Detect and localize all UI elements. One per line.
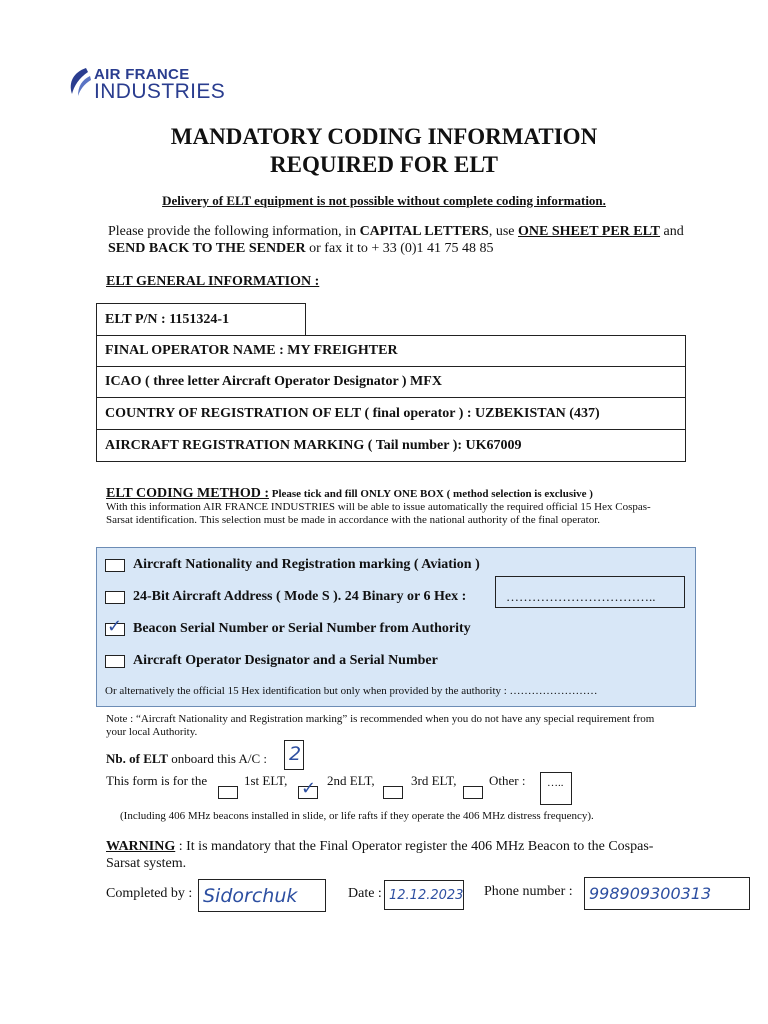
general-info-heading: ELT GENERAL INFORMATION : xyxy=(106,274,320,289)
logo-text-air-france: AIR FRANCE xyxy=(94,66,190,83)
option-24bit-address[interactable] xyxy=(105,589,466,605)
checkbox-operator-designator[interactable] xyxy=(105,655,125,668)
phone-value: 998909300313 xyxy=(589,884,712,903)
final-operator-text: FINAL OPERATOR NAME : MY FREIGHTER xyxy=(105,343,398,358)
registration-field[interactable] xyxy=(96,429,686,462)
elt-count-label-bold: Nb. of ELT xyxy=(106,751,169,766)
coding-method-description: With this information AIR FRANCE INDUSTRIES will be able to issue automatically the required official 15 Hex Cospas-Sarsat identification. This selection must be made in accordance with the national authority of the final operator. xyxy=(106,501,651,526)
label-3rd-elt: 3rd ELT, xyxy=(411,773,457,788)
coding-method-heading: ELT CODING METHOD : xyxy=(106,486,269,501)
country-field[interactable] xyxy=(96,397,686,430)
instructions-paragraph xyxy=(108,223,688,257)
option-label: Aircraft Operator Designator and a Serial Number xyxy=(133,653,438,668)
coding-method-panel xyxy=(96,547,696,707)
elt-count-input[interactable] xyxy=(284,740,304,770)
elt-count-row xyxy=(106,751,267,767)
icao-text: ICAO ( three letter Aircraft Operator Designator ) MFX xyxy=(105,374,442,389)
other-elt-value: ….. xyxy=(547,777,564,789)
alternative-hex-line: Or alternatively the official 15 Hex identification but only when provided by the authority : …………………… xyxy=(105,685,598,697)
option-nationality-registration[interactable] xyxy=(105,557,480,573)
checkbox-2nd-elt[interactable] xyxy=(298,778,318,799)
checkbox-24bit-address[interactable] xyxy=(105,591,125,604)
instructions-text: Please provide the following information, in xyxy=(108,224,360,239)
coding-method-note: Please tick and fill ONLY ONE BOX ( method selection is exclusive ) xyxy=(268,488,593,500)
instructions-send-back: SEND BACK TO THE SENDER xyxy=(108,241,306,256)
warning-text: : It is mandatory that the Final Operator register the 406 MHz Beacon to the Cospas-Sarsat system. xyxy=(106,839,654,871)
completed-by-field[interactable] xyxy=(198,879,326,912)
instructions-capital-letters: CAPITAL LETTERS xyxy=(359,224,489,239)
instructions-text: and xyxy=(660,224,684,239)
phone-label: Phone number : xyxy=(484,884,573,899)
elt-pn-text: ELT P/N : 1151324-1 xyxy=(105,311,230,327)
checkmark-icon: ✓ xyxy=(107,615,123,637)
form-for-row xyxy=(106,773,207,789)
coding-method-section xyxy=(106,487,666,527)
option-operator-designator[interactable] xyxy=(105,653,438,669)
elt-pn-field[interactable] xyxy=(96,303,306,336)
label-1st-elt: 1st ELT, xyxy=(244,773,288,788)
delivery-warning: Delivery of ELT equipment is not possible without complete coding information. xyxy=(162,193,606,208)
option-beacon-serial[interactable] xyxy=(105,615,471,637)
checkmark-icon: ✓ xyxy=(301,778,317,799)
form-for-label: This form is for the xyxy=(106,773,208,788)
option-label: Aircraft Nationality and Registration marking ( Aviation ) xyxy=(133,557,480,572)
instructions-one-sheet: ONE SHEET PER ELT xyxy=(518,224,661,239)
elt-count-label: onboard this A/C : xyxy=(168,751,267,766)
country-text: COUNTRY OF REGISTRATION OF ELT ( final operator ) : UZBEKISTAN (437) xyxy=(105,405,600,421)
checkbox-other[interactable] xyxy=(463,786,483,799)
logo-text-industries: INDUSTRIES xyxy=(94,80,226,103)
registration-warning xyxy=(106,838,666,872)
phone-field[interactable] xyxy=(584,877,750,910)
hex-address-placeholder: …………………………….. xyxy=(506,589,656,604)
checkbox-3rd-elt[interactable] xyxy=(383,786,403,799)
elt-count-value: 2 xyxy=(289,743,302,765)
checkbox-beacon-serial[interactable] xyxy=(105,615,125,637)
air-france-swoosh-icon xyxy=(66,66,92,100)
instructions-text: , use xyxy=(488,224,519,239)
icao-field[interactable] xyxy=(96,366,686,398)
checkbox-1st-elt[interactable] xyxy=(218,786,238,799)
completed-by-label: Completed by : xyxy=(106,886,193,901)
option-label: 24-Bit Aircraft Address ( Mode S ). 24 Binary or 6 Hex : xyxy=(133,589,467,604)
date-value: 12.12.2023 xyxy=(389,887,464,903)
recommendation-note: Note : “Aircraft Nationality and Registration marking” is recommended when you do not have any special requirement from your local Authority. xyxy=(106,713,655,738)
including-beacons-note: (Including 406 MHz beacons installed in slide, or life rafts if they operate the 406 MHz distress frequency). xyxy=(120,810,594,822)
document-title-line2: REQUIRED FOR ELT xyxy=(270,152,498,177)
air-france-industries-logo xyxy=(66,64,266,106)
option-label: Beacon Serial Number or Serial Number from Authority xyxy=(133,621,471,636)
completed-by-signature: Sidorchuk xyxy=(203,884,298,907)
warning-label: WARNING xyxy=(106,839,176,854)
other-elt-input[interactable] xyxy=(540,772,572,805)
document-title-line1: MANDATORY CODING INFORMATION xyxy=(170,124,598,149)
instructions-fax: or fax it to + 33 (0)1 41 75 48 85 xyxy=(305,241,494,256)
hex-address-input[interactable] xyxy=(495,576,685,608)
registration-text: AIRCRAFT REGISTRATION MARKING ( Tail number ): UK67009 xyxy=(105,437,522,453)
final-operator-field[interactable] xyxy=(96,335,686,367)
date-label: Date : xyxy=(348,886,382,901)
label-other: Other : xyxy=(489,773,526,788)
date-field[interactable] xyxy=(384,880,464,910)
label-2nd-elt: 2nd ELT, xyxy=(327,773,375,788)
checkbox-nationality-registration[interactable] xyxy=(105,559,125,572)
